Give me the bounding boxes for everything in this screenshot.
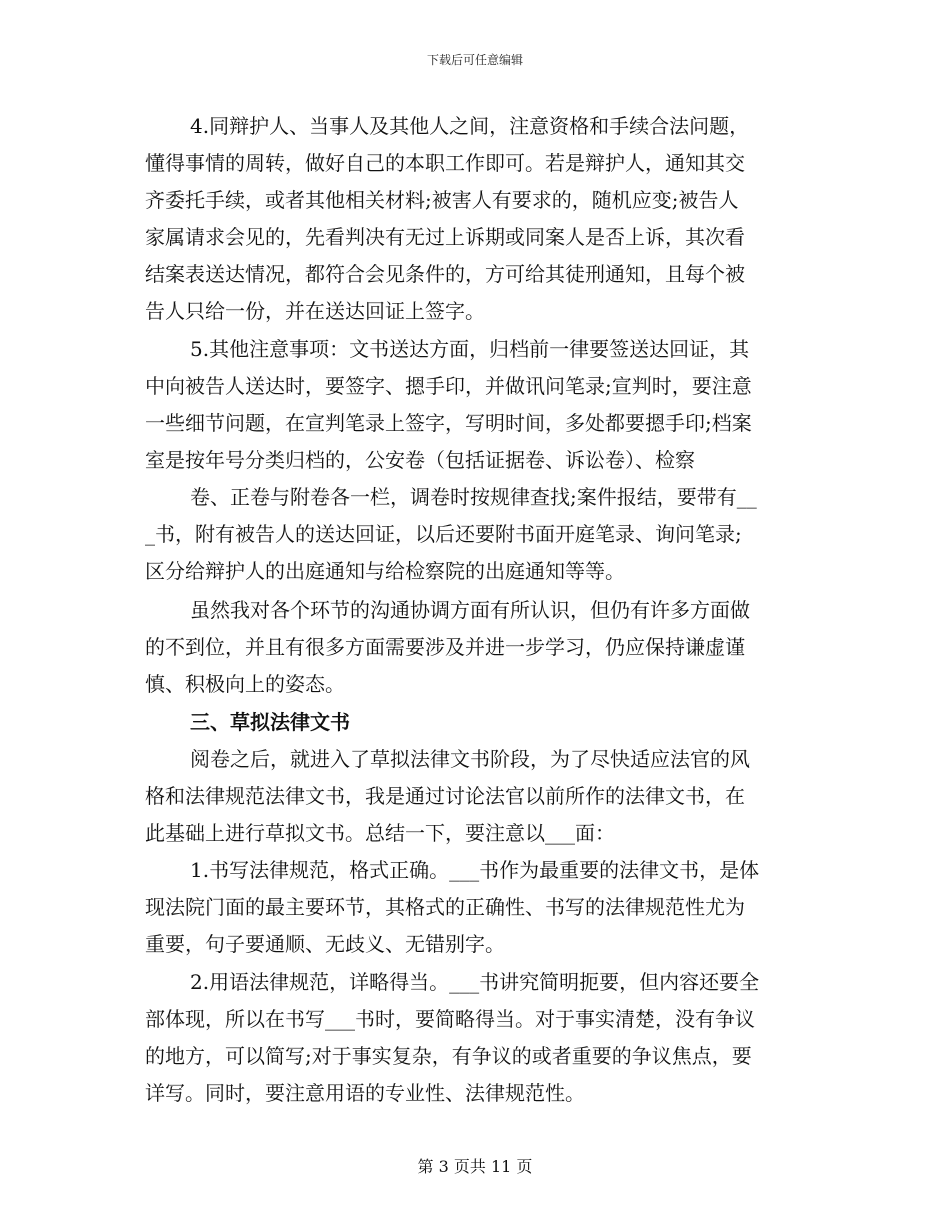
paragraph-line: 重要，句子要通顺、无歧义、无错别字。	[145, 932, 505, 956]
paragraph-line: 阅卷之后，就进入了草拟法律文书阶段，为了尽快适应法官的风	[190, 747, 750, 771]
paragraph-line: 中向被告人送达时，要签字、摁手印，并做讯问笔录;宣判时，要注意	[145, 374, 752, 398]
page-footer: 第 3 页共 11 页	[417, 1157, 533, 1176]
paragraph-line: 2.用语法律规范，详略得当。___书讲究简明扼要，但内容还要全	[190, 970, 760, 994]
paragraph-line: 1.书写法律规范，格式正确。___书作为最重要的法律文书，是体	[190, 858, 760, 882]
page-header: 下载后可任意编辑	[426, 53, 523, 67]
paragraph-line: 齐委托手续，或者其他相关材料;被害人有要求的，随机应变;被告人	[145, 188, 739, 212]
paragraph-line: 现法院门面的最主要环节，其格式的正确性、书写的法律规范性尤为	[145, 895, 745, 919]
paragraph-line: 此基础上进行草拟文书。总结一下，要注意以___面：	[145, 821, 615, 845]
paragraph-line: 4.同辩护人、当事人及其他人之间，注意资格和手续合法问题，	[190, 114, 750, 138]
paragraph-line: 格和法律规范法律文书，我是通过讨论法官以前所作的法律文书，在	[145, 784, 745, 808]
paragraph-line: 详写。同时，要注意用语的专业性、法律规范性。	[145, 1081, 585, 1105]
paragraph-line: 的地方，可以简写;对于事实复杂，有争议的或者重要的争议焦点，要	[145, 1044, 752, 1068]
paragraph-line: 的不到位，并且有很多方面需要涉及并进一步学习，仍应保持谦虚谨	[145, 635, 745, 659]
paragraph-line: 家属请求会见的，先看判决有无过上诉期或同案人是否上诉，其次看	[145, 225, 745, 249]
paragraph-line: 5.其他注意事项：文书送达方面，归档前一律要签送达回证，其	[190, 337, 750, 361]
paragraph-line: 虽然我对各个环节的沟通协调方面有所认识，但仍有许多方面做	[190, 598, 750, 622]
paragraph-line: 一些细节问题，在宣判笔录上签字，写明时间，多处都要摁手印;档案	[145, 411, 752, 435]
paragraph-line: 室是按年号分类归档的，公安卷（包括证据卷、诉讼卷）、检察	[145, 448, 695, 472]
paragraph-line: 结案表送达情况，都符合会见条件的，方可给其徒刑通知，且每个被	[145, 262, 745, 286]
paragraph-line: 懂得事情的周转，做好自己的本职工作即可。若是辩护人，通知其交	[145, 151, 745, 175]
paragraph-line: 区分给辩护人的出庭通知与给检察院的出庭通知等等。	[145, 559, 625, 583]
paragraph-line: 部体现，所以在书写___书时，要简略得当。对于事实清楚，没有争议	[145, 1007, 755, 1031]
paragraph-line: 慎、积极向上的姿态。	[145, 672, 345, 696]
paragraph-line: 卷、正卷与附卷各一栏，调卷时按规律查找;案件报结，要带有__	[190, 485, 757, 509]
paragraph-line: 告人只给一份，并在送达回证上签字。	[145, 299, 485, 323]
paragraph-line: _书，附有被告人的送达回证，以后还要附书面开庭笔录、询问笔录;	[145, 522, 742, 546]
section-heading: 三、草拟法律文书	[190, 710, 350, 734]
